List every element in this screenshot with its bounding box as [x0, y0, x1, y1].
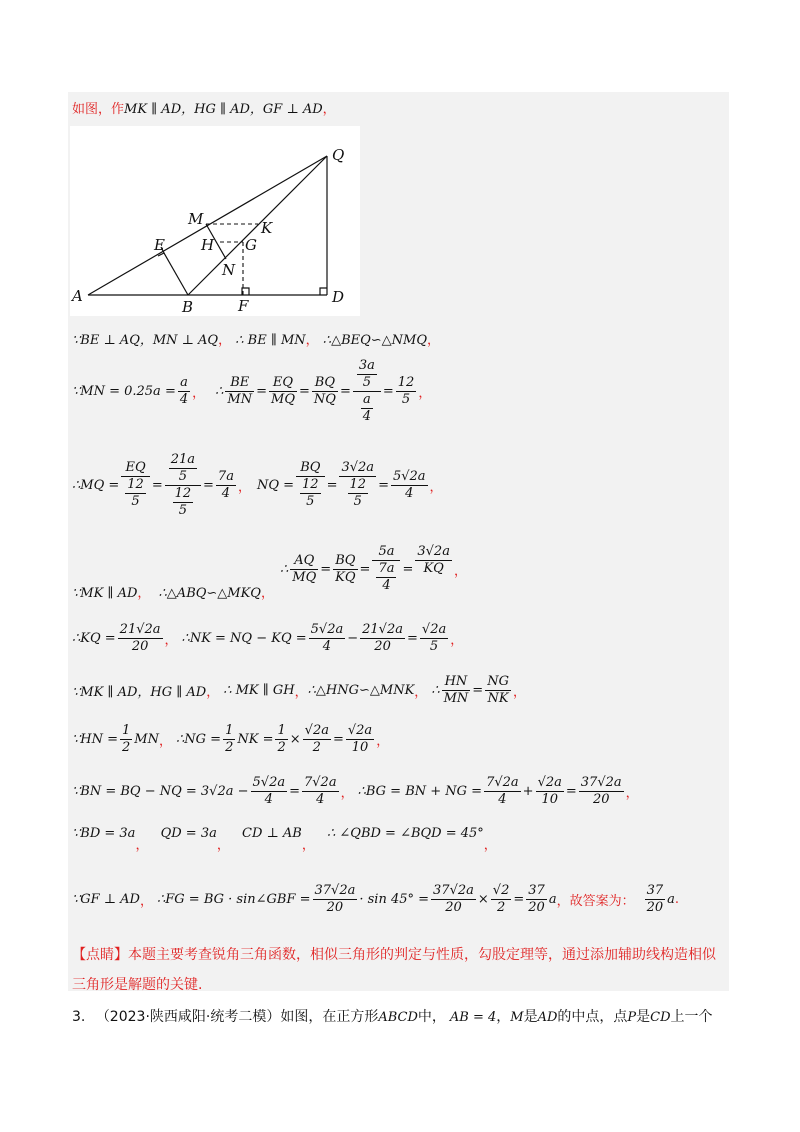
l5-f2-num: 5√2a [310, 621, 344, 637]
l3-b: ， [237, 479, 251, 495]
l7-f2-num: 1 [225, 722, 234, 738]
l4-f2-num: BQ [333, 553, 357, 570]
l3-f5-dd: 5 [353, 494, 362, 509]
l10-b: ， [139, 893, 153, 909]
l8-eq2: = [565, 783, 577, 799]
l4-e: ∴ [280, 561, 289, 577]
l5-f1-num: 21√2a [119, 621, 161, 637]
l10-f2-num: 37√2a [433, 882, 474, 898]
l6-a: ∵MK ∥ AD，HG ∥ AD [72, 684, 207, 700]
q3-t4: 的中点，点 [557, 1009, 628, 1025]
solution-line-1 [72, 329, 440, 348]
l3-f6-num: 5√2a [392, 468, 426, 484]
l7-d: ， [376, 733, 390, 749]
l9-a: ∵BD = 3a [72, 826, 136, 841]
l7-a: ∵HN = [72, 731, 119, 747]
l8-f4-den: 10 [541, 791, 558, 807]
l10-f5-den: 20 [646, 899, 664, 915]
label-g: G [245, 236, 257, 254]
intro-suffix: ， [322, 102, 336, 117]
q3-t1: 中， [417, 1009, 446, 1025]
solution-line-9 [72, 822, 497, 852]
l7-f2-den: 2 [225, 739, 234, 755]
label-d: D [332, 288, 345, 306]
l10-f1-den: 20 [326, 899, 344, 915]
l5-f4-den: 5 [429, 638, 439, 654]
l8-f3-den: 4 [498, 791, 507, 807]
l5-f2-den: 4 [322, 638, 332, 654]
q3-ad: AD [537, 1010, 558, 1025]
l4-f1-den: MQ [292, 569, 317, 585]
l5-b: ， [164, 632, 178, 648]
label-k: K [261, 219, 273, 237]
l3-f5-dn: 12 [349, 477, 367, 492]
l7-f3-den: 2 [277, 739, 286, 755]
solution-line-3: ∴MQ = $\frac{EQ}{\frac{12}{5}}$ = $\frac{\frac{21a}{5}}{\frac{12}{5}}$ = $\frac{7a}{4}$ ， NQ = $\frac{BQ}{\frac{12}{5}}$ = $\frac{3√2a}{\frac{12}{5}}$ = $\frac{5√2a}{4}$ ， [72, 451, 443, 518]
l10-e: . [674, 891, 680, 907]
l7-times: × [289, 731, 301, 747]
l10-f1-num: 37√2a [314, 882, 356, 898]
l3-f1-dd: 5 [131, 494, 140, 509]
l2-f1-den: MN [227, 391, 253, 407]
l5-eq: = [407, 630, 418, 646]
l1-e: ∴△BEQ∽△NMQ [322, 333, 427, 348]
l3-a: ∴MQ = [72, 477, 120, 493]
l3-c: NQ = [256, 477, 295, 493]
l6-f2-num: NG [487, 673, 509, 689]
question-3-line [72, 1006, 713, 1026]
l8-f3-num: 7√2a [486, 774, 519, 790]
l1-f: ， [427, 333, 441, 348]
l7-f3-num: 1 [277, 722, 286, 738]
l9-e: CD ⊥ AB [242, 826, 302, 841]
l3-f4-num: BQ [296, 460, 325, 477]
l2-f3-den: NQ [313, 391, 336, 407]
l9-c: QD = 3a [160, 826, 217, 841]
l6-g: ∴ [431, 682, 440, 698]
label-n: N [222, 261, 236, 279]
l4-b: ， [137, 586, 151, 601]
solution-line-10 [72, 879, 679, 919]
l1-a: ∵BE ⊥ AQ，MN ⊥ AQ [72, 333, 219, 348]
l6-b: ， [206, 684, 220, 700]
l2-f4-dd: 4 [362, 408, 371, 424]
q3-t3: 是 [523, 1009, 538, 1025]
l2-f1-num: BE [225, 375, 254, 392]
l5-f3-num: 21√2a [362, 621, 403, 637]
l1-c: ∴ BE ∥ MN [235, 333, 306, 348]
intro-prefix: 如图，作 [72, 102, 125, 117]
l3-f2-dd: 5 [178, 502, 187, 518]
l4-f1-num: AQ [290, 553, 318, 570]
l4-d: ， [260, 586, 274, 601]
q3-m: M [510, 1010, 524, 1025]
l4-a: ∵MK ∥ AD [72, 586, 138, 601]
l8-f2-den: 4 [316, 791, 325, 807]
l9-h: ， [483, 838, 497, 853]
l7-f4-num: √2a [304, 722, 329, 738]
l4-c: ∴△ABQ∽△MKQ [158, 586, 261, 601]
l7-f5-den: 10 [351, 739, 369, 755]
l10-f3-num: √2 [492, 882, 510, 898]
l7-f1-num: 1 [122, 722, 131, 738]
q3-p: P [627, 1010, 637, 1025]
l6-d: ， [294, 684, 308, 700]
l7-c2: NK = [237, 731, 274, 747]
l4-f2-den: KQ [335, 569, 356, 585]
l8-f4-num: √2a [537, 774, 562, 790]
l10-f3-den: 2 [496, 899, 506, 915]
l8-f5-den: 20 [592, 791, 610, 807]
l2-f2-den: MQ [271, 391, 295, 407]
l3-f4-dn: 12 [302, 477, 319, 492]
l1-d: ， [305, 333, 319, 348]
l10-f2-den: 20 [445, 899, 462, 915]
l5-a: ∴KQ = [72, 630, 116, 646]
label-e: E [154, 236, 165, 254]
l6-eq: = [472, 682, 484, 698]
l4-g: ， [453, 563, 467, 579]
l4-f4-den: KQ [423, 561, 444, 576]
l2-c: ∴ [215, 383, 224, 399]
l3-f6-den: 4 [405, 485, 414, 501]
l3-f5-num: 3√2a [341, 460, 375, 475]
l9-d: ， [216, 838, 230, 853]
solution-line-6 [72, 670, 526, 710]
l5-c: ∴NK = NQ − KQ = [181, 630, 307, 646]
l4-f4-num: 3√2a [417, 544, 450, 559]
l8-b: ， [340, 785, 354, 801]
solution-line-5 [72, 618, 463, 658]
l9-g: ∴ ∠QBD = ∠BQD = 45° [326, 826, 484, 841]
l3-d: ， [429, 479, 443, 495]
q3-t2: ， [496, 1009, 511, 1025]
l5-f3-den: 20 [374, 638, 391, 654]
label-b: B [182, 298, 194, 316]
l7-f1-den: 2 [122, 739, 131, 755]
l5-d: ， [450, 632, 464, 648]
intro-math: MK ∥ AD，HG ∥ AD，GF ⊥ AD [124, 102, 323, 117]
q3-source: （2023·陕西咸阳·统考二模）如图，在正方形 [95, 1009, 379, 1025]
l2-a: ∵MN = 0.25a = [72, 383, 176, 399]
l7-f4-den: 2 [312, 739, 321, 755]
l10-c4: a [667, 891, 675, 907]
key-point-note: 【点睛】本题主要考查锐角三角函数，相似三角形的判定与性质，勾股定理等，通过添加辅助线构造相似三角形是解题的关键. [72, 947, 716, 993]
l7-b: ， [158, 733, 172, 749]
l2-f3-num: BQ [312, 375, 338, 392]
l8-plus: + [522, 783, 534, 799]
l2-f5-den: 5 [401, 391, 411, 407]
l5-minus: − [347, 630, 359, 646]
l8-f2-num: 7√2a [304, 774, 337, 790]
l4-f3-dd: 4 [382, 578, 391, 593]
l3-f3-num: 7a [217, 468, 234, 484]
l3-f1-num: EQ [121, 460, 150, 477]
l6-c: ∴ MK ∥ GH [223, 682, 295, 698]
l2-g: ， [418, 385, 432, 401]
intro-line [72, 98, 336, 117]
l10-d: ，故答案为： [556, 893, 635, 909]
solution-line-7 [72, 719, 389, 759]
l10-eq: = [513, 891, 525, 907]
l2-f4-nd: 5 [362, 374, 371, 390]
l8-d: ， [625, 785, 639, 801]
l9-f: ， [301, 838, 315, 853]
l2-a-num: a [178, 375, 190, 392]
l4-f3-num: 5a [372, 544, 400, 561]
l2-f2-num: EQ [269, 375, 297, 392]
l1-b: ， [218, 333, 232, 348]
label-h: H [201, 236, 215, 254]
l10-a: ∵GF ⊥ AD [72, 891, 140, 907]
q3-t6: 上一个 [670, 1009, 713, 1025]
l10-c: ∴FG = BG · sin∠GBF = [157, 891, 311, 907]
l7-eq: = [332, 731, 344, 747]
label-q: Q [332, 146, 345, 164]
l3-f2-nd: 5 [178, 468, 187, 484]
l10-c2: · sin 45° = [359, 891, 430, 907]
geometry-figure [70, 126, 360, 316]
q3-ab: AB = 4 [449, 1010, 497, 1025]
q3-number: 3. [72, 1009, 86, 1025]
l6-f1-den: MN [443, 690, 469, 706]
l8-f1-num: 5√2a [252, 774, 286, 790]
label-f: F [238, 297, 249, 315]
solution-line-2: ∵MN = 0.25a = $\frac{a}{4}$ ， ∴ $\frac{BE}{MN}$ = $\frac{EQ}{MQ}$ = $\frac{BQ}{NQ}$ = $\frac{\frac{3a}{5}}{\frac{a}{4}}$ = $\frac{12}{5}$ ， [72, 357, 432, 424]
l10-f5-num: 37 [646, 882, 664, 898]
l7-a2: MN [134, 731, 159, 747]
l2-f4-nn: 3a [358, 357, 375, 373]
q3-abcd: ABCD [378, 1010, 418, 1025]
l3-f2-nn: 21a [170, 451, 196, 467]
l8-c: ∴BG = BN + NG = [357, 783, 483, 799]
l6-f1-num: HN [442, 674, 471, 691]
l2-b: ， [192, 385, 206, 401]
l7-c: ∴NG = [176, 731, 222, 747]
l10-c3: a [548, 891, 557, 907]
l7-f5-num: √2a [347, 722, 373, 738]
l10-f4-den: 20 [528, 899, 545, 915]
l6-e: ∴△HNG∽△MNK [307, 682, 415, 698]
l2-a-den: 4 [179, 391, 189, 407]
l5-f4-num: √2a [421, 621, 447, 637]
l8-a: ∵BN = BQ − NQ = 3√2a − [72, 783, 249, 799]
label-a: A [72, 287, 83, 305]
label-m: M [188, 210, 204, 228]
l3-f4-dd: 5 [306, 494, 315, 509]
l10-f4-num: 37 [528, 882, 545, 898]
q3-cd: CD [650, 1010, 671, 1025]
l2-f4-dn: a [361, 392, 373, 409]
l8-f1-den: 4 [264, 791, 273, 807]
l9-b: ， [135, 838, 149, 853]
l6-h: ， [512, 684, 526, 700]
l8-eq: = [289, 783, 300, 799]
l2-f5-num: 12 [397, 374, 415, 390]
solution-line-8 [72, 771, 639, 811]
l6-f2-den: NK [487, 690, 509, 706]
l5-f1-den: 20 [131, 638, 149, 654]
l6-f: ， [414, 684, 428, 700]
l3-f2-dn: 12 [174, 485, 192, 501]
q3-t5: 是 [636, 1009, 651, 1025]
l10-times: × [477, 891, 489, 907]
l4-f3-dn: 7a [378, 561, 395, 576]
l3-f3-den: 4 [221, 485, 231, 501]
l8-f5-num: 37√2a [580, 774, 622, 790]
l3-f1-dn: 12 [127, 477, 144, 492]
